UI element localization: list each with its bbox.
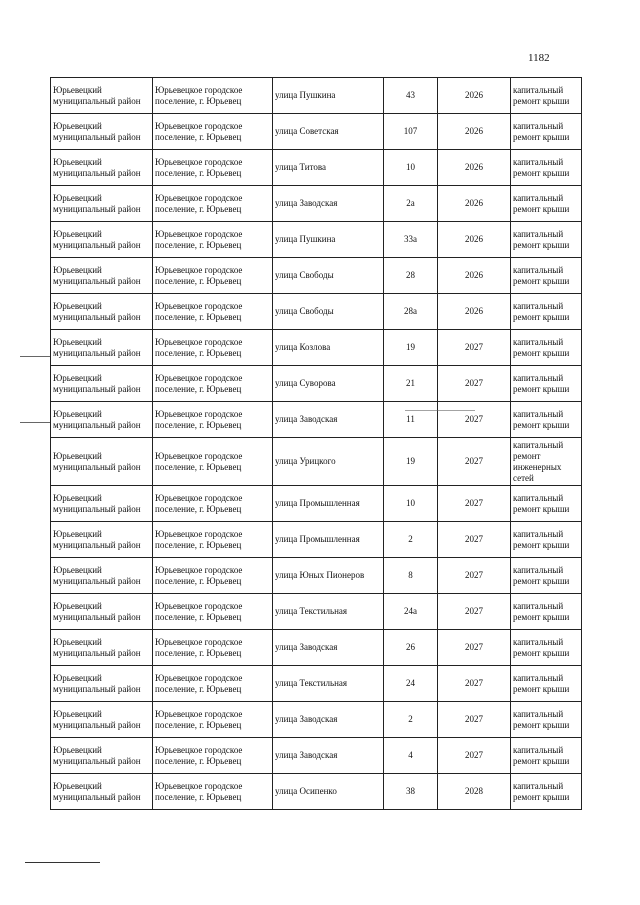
year-cell: 2026 <box>438 258 511 294</box>
street-cell: улица Свободы <box>273 294 384 330</box>
settlement-cell: Юрьевецкое городское поселение, г. Юрьевец <box>153 522 273 558</box>
table-row <box>51 222 582 258</box>
settlement-cell: Юрьевецкое городское поселение, г. Юрьевец <box>153 186 273 222</box>
settlement-cell: Юрьевецкое городское поселение, г. Юрьевец <box>153 258 273 294</box>
district-cell: Юрьевецкий муниципальный район <box>51 594 153 630</box>
street-cell: улица Суворова <box>273 366 384 402</box>
house-number-cell: 38 <box>384 774 438 810</box>
year-cell: 2026 <box>438 222 511 258</box>
work-type-cell: капитальный ремонт крыши <box>511 558 582 594</box>
district-cell: Юрьевецкий муниципальный район <box>51 258 153 294</box>
street-cell: улица Заводская <box>273 630 384 666</box>
work-type-cell: капитальный ремонт крыши <box>511 522 582 558</box>
settlement-cell: Юрьевецкое городское поселение, г. Юрьевец <box>153 630 273 666</box>
house-number-cell: 28а <box>384 294 438 330</box>
street-cell: улица Текстильная <box>273 594 384 630</box>
house-number-cell: 10 <box>384 150 438 186</box>
work-type-cell: капитальный ремонт инженерных сетей <box>511 438 582 486</box>
street-cell: улица Заводская <box>273 702 384 738</box>
street-cell: улица Промышленная <box>273 522 384 558</box>
table-row <box>51 330 582 366</box>
street-cell: улица Юных Пионеров <box>273 558 384 594</box>
house-number-cell: 19 <box>384 330 438 366</box>
work-type-cell: капитальный ремонт крыши <box>511 294 582 330</box>
district-cell: Юрьевецкий муниципальный район <box>51 402 153 438</box>
table-row <box>51 630 582 666</box>
district-cell: Юрьевецкий муниципальный район <box>51 150 153 186</box>
year-cell: 2027 <box>438 594 511 630</box>
work-type-cell: капитальный ремонт крыши <box>511 702 582 738</box>
settlement-cell: Юрьевецкое городское поселение, г. Юрьевец <box>153 594 273 630</box>
work-type-cell: капитальный ремонт крыши <box>511 402 582 438</box>
table-row <box>51 702 582 738</box>
settlement-cell: Юрьевецкое городское поселение, г. Юрьевец <box>153 150 273 186</box>
scan-margin-mark <box>20 422 50 423</box>
table-row <box>51 258 582 294</box>
settlement-cell: Юрьевецкое городское поселение, г. Юрьевец <box>153 738 273 774</box>
table-row <box>51 78 582 114</box>
street-cell: улица Урицкого <box>273 438 384 486</box>
table-row <box>51 402 582 438</box>
settlement-cell: Юрьевецкое городское поселение, г. Юрьевец <box>153 774 273 810</box>
table-row <box>51 150 582 186</box>
work-type-cell: капитальный ремонт крыши <box>511 594 582 630</box>
work-type-cell: капитальный ремонт крыши <box>511 258 582 294</box>
district-cell: Юрьевецкий муниципальный район <box>51 294 153 330</box>
year-cell: 2027 <box>438 366 511 402</box>
work-type-cell: капитальный ремонт крыши <box>511 150 582 186</box>
work-type-cell: капитальный ремонт крыши <box>511 78 582 114</box>
street-cell: улица Заводская <box>273 402 384 438</box>
year-cell: 2026 <box>438 294 511 330</box>
year-cell: 2026 <box>438 186 511 222</box>
district-cell: Юрьевецкий муниципальный район <box>51 486 153 522</box>
house-number-cell: 28 <box>384 258 438 294</box>
page-number: 1182 <box>528 52 550 64</box>
table-row <box>51 486 582 522</box>
table-row <box>51 594 582 630</box>
house-number-cell: 11 <box>384 402 438 438</box>
house-number-cell: 24а <box>384 594 438 630</box>
year-cell: 2027 <box>438 558 511 594</box>
work-type-cell: капитальный ремонт крыши <box>511 222 582 258</box>
footnote-separator <box>25 862 100 863</box>
table-row <box>51 558 582 594</box>
work-type-cell: капитальный ремонт крыши <box>511 774 582 810</box>
settlement-cell: Юрьевецкое городское поселение, г. Юрьевец <box>153 558 273 594</box>
table-body <box>51 78 582 810</box>
settlement-cell: Юрьевецкое городское поселение, г. Юрьевец <box>153 294 273 330</box>
work-type-cell: капитальный ремонт крыши <box>511 366 582 402</box>
house-number-cell: 19 <box>384 438 438 486</box>
house-number-cell: 24 <box>384 666 438 702</box>
work-type-cell: капитальный ремонт крыши <box>511 486 582 522</box>
table-row <box>51 186 582 222</box>
year-cell: 2026 <box>438 114 511 150</box>
settlement-cell: Юрьевецкое городское поселение, г. Юрьевец <box>153 78 273 114</box>
district-cell: Юрьевецкий муниципальный район <box>51 438 153 486</box>
work-type-cell: капитальный ремонт крыши <box>511 666 582 702</box>
street-cell: улица Заводская <box>273 738 384 774</box>
year-cell: 2026 <box>438 78 511 114</box>
year-cell: 2027 <box>438 486 511 522</box>
settlement-cell: Юрьевецкое городское поселение, г. Юрьевец <box>153 114 273 150</box>
district-cell: Юрьевецкий муниципальный район <box>51 114 153 150</box>
house-number-cell: 21 <box>384 366 438 402</box>
table-row <box>51 522 582 558</box>
table-row <box>51 738 582 774</box>
district-cell: Юрьевецкий муниципальный район <box>51 738 153 774</box>
table-row <box>51 114 582 150</box>
year-cell: 2026 <box>438 150 511 186</box>
district-cell: Юрьевецкий муниципальный район <box>51 558 153 594</box>
repair-schedule-table <box>50 77 582 810</box>
house-number-cell: 10 <box>384 486 438 522</box>
year-cell: 2027 <box>438 402 511 438</box>
street-cell: улица Советская <box>273 114 384 150</box>
year-cell: 2027 <box>438 522 511 558</box>
settlement-cell: Юрьевецкое городское поселение, г. Юрьевец <box>153 222 273 258</box>
street-cell: улица Заводская <box>273 186 384 222</box>
house-number-cell: 43 <box>384 78 438 114</box>
work-type-cell: капитальный ремонт крыши <box>511 114 582 150</box>
district-cell: Юрьевецкий муниципальный район <box>51 630 153 666</box>
house-number-cell: 107 <box>384 114 438 150</box>
street-cell: улица Козлова <box>273 330 384 366</box>
street-cell: улица Свободы <box>273 258 384 294</box>
street-cell: улица Пушкина <box>273 78 384 114</box>
table-row <box>51 366 582 402</box>
house-number-cell: 33а <box>384 222 438 258</box>
district-cell: Юрьевецкий муниципальный район <box>51 330 153 366</box>
table-row <box>51 294 582 330</box>
year-cell: 2028 <box>438 774 511 810</box>
district-cell: Юрьевецкий муниципальный район <box>51 366 153 402</box>
year-cell: 2027 <box>438 438 511 486</box>
year-cell: 2027 <box>438 666 511 702</box>
year-cell: 2027 <box>438 702 511 738</box>
street-cell: улица Титова <box>273 150 384 186</box>
scan-margin-mark <box>20 356 50 357</box>
table-row <box>51 666 582 702</box>
street-cell: улица Пушкина <box>273 222 384 258</box>
house-number-cell: 4 <box>384 738 438 774</box>
house-number-cell: 8 <box>384 558 438 594</box>
year-cell: 2027 <box>438 738 511 774</box>
house-number-cell: 2 <box>384 702 438 738</box>
house-number-cell: 2 <box>384 522 438 558</box>
settlement-cell: Юрьевецкое городское поселение, г. Юрьевец <box>153 486 273 522</box>
year-cell: 2027 <box>438 630 511 666</box>
table-row <box>51 774 582 810</box>
work-type-cell: капитальный ремонт крыши <box>511 738 582 774</box>
street-cell: улица Промышленная <box>273 486 384 522</box>
settlement-cell: Юрьевецкое городское поселение, г. Юрьевец <box>153 666 273 702</box>
year-cell: 2027 <box>438 330 511 366</box>
work-type-cell: капитальный ремонт крыши <box>511 330 582 366</box>
scan-margin-mark <box>405 410 475 411</box>
work-type-cell: капитальный ремонт крыши <box>511 630 582 666</box>
district-cell: Юрьевецкий муниципальный район <box>51 186 153 222</box>
district-cell: Юрьевецкий муниципальный район <box>51 222 153 258</box>
district-cell: Юрьевецкий муниципальный район <box>51 774 153 810</box>
district-cell: Юрьевецкий муниципальный район <box>51 522 153 558</box>
district-cell: Юрьевецкий муниципальный район <box>51 666 153 702</box>
settlement-cell: Юрьевецкое городское поселение, г. Юрьевец <box>153 402 273 438</box>
settlement-cell: Юрьевецкое городское поселение, г. Юрьевец <box>153 366 273 402</box>
work-type-cell: капитальный ремонт крыши <box>511 186 582 222</box>
settlement-cell: Юрьевецкое городское поселение, г. Юрьевец <box>153 330 273 366</box>
house-number-cell: 26 <box>384 630 438 666</box>
table-row <box>51 438 582 486</box>
street-cell: улица Осипенко <box>273 774 384 810</box>
settlement-cell: Юрьевецкое городское поселение, г. Юрьевец <box>153 438 273 486</box>
street-cell: улица Текстильная <box>273 666 384 702</box>
district-cell: Юрьевецкий муниципальный район <box>51 702 153 738</box>
district-cell: Юрьевецкий муниципальный район <box>51 78 153 114</box>
house-number-cell: 2а <box>384 186 438 222</box>
settlement-cell: Юрьевецкое городское поселение, г. Юрьевец <box>153 702 273 738</box>
